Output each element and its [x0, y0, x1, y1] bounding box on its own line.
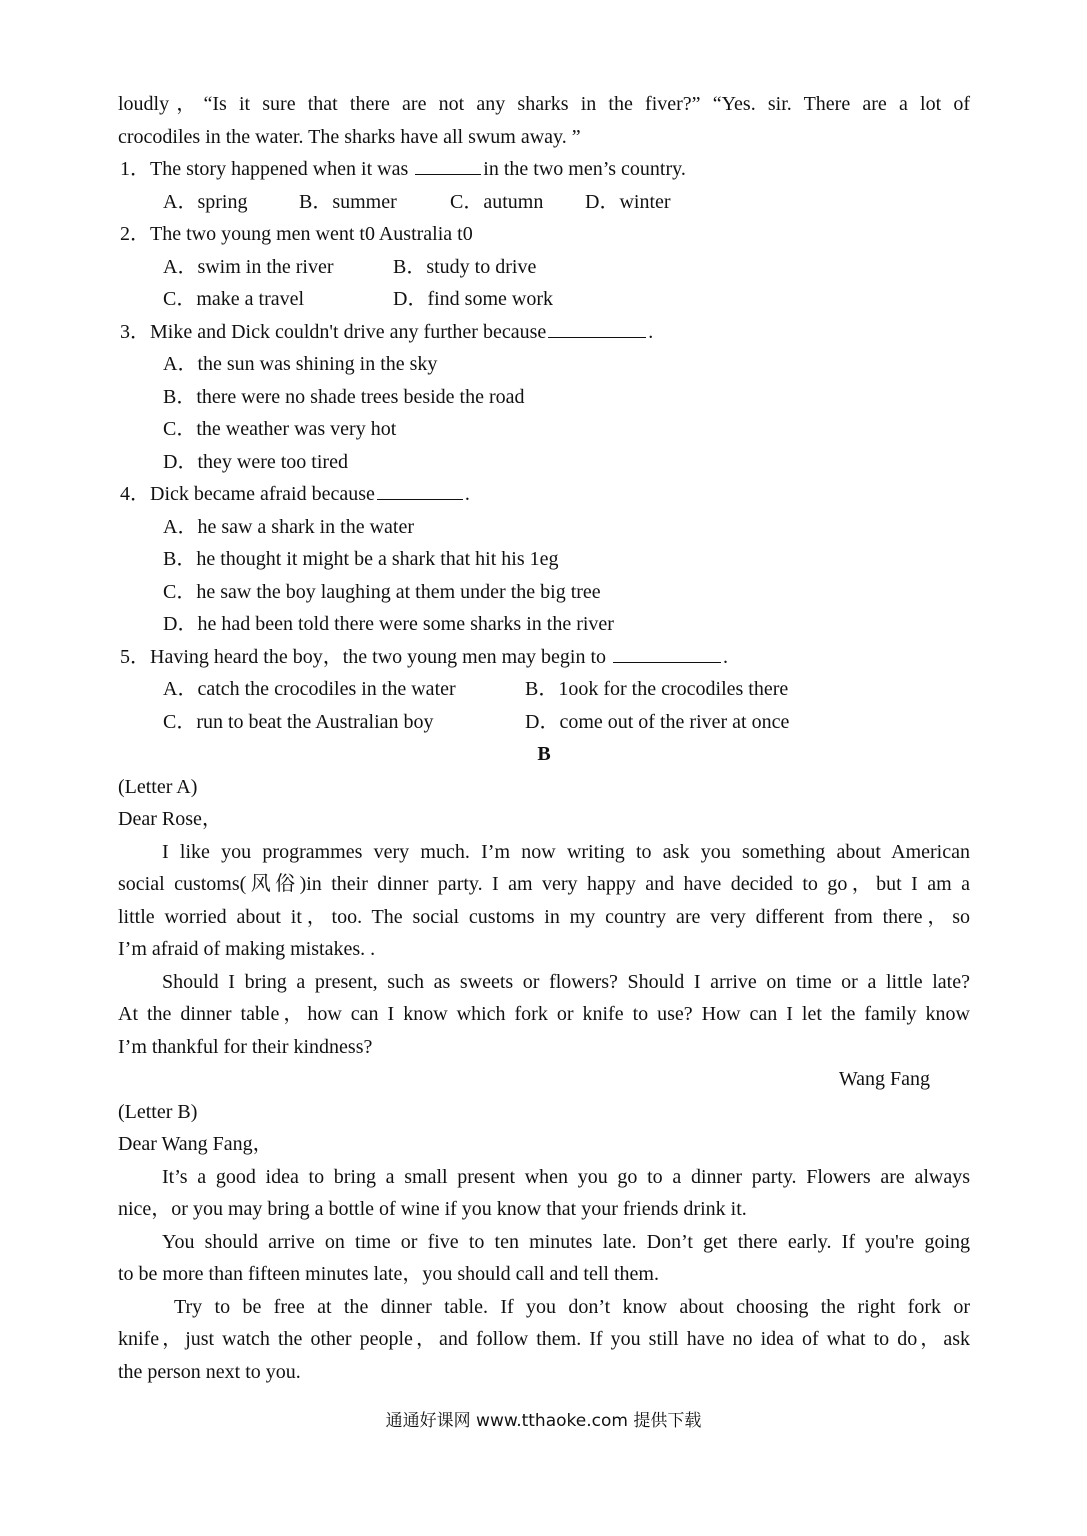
question-2-options — [118, 283, 970, 316]
letter-text: At the dinner table，how can I know which fork or knife to use? How can I let the family know — [118, 1003, 970, 1025]
answer-blank — [548, 319, 646, 338]
option-d: D．come out of the river at once — [525, 710, 790, 733]
letter-text: Try to be free at the dinner table. If you don’t know about choosing the right fork or — [174, 1295, 970, 1318]
option-c: C．he saw the boy laughing at them under the big tree — [163, 580, 601, 603]
option-a: A．spring — [163, 190, 248, 213]
option-c: C．make a travel — [163, 288, 305, 310]
letter-text: Should I bring a present, such as sweets or flowers? Should I arrive on time or a little late? — [162, 970, 970, 993]
option-d: D．winter — [585, 190, 671, 213]
option-d: D．they were too tired — [163, 450, 348, 473]
answer-blank — [613, 644, 721, 663]
letter-text: little worried about it，too. The social customs in my country are very different from there，so — [118, 905, 970, 928]
option-b: B．there were no shade trees beside the road — [163, 385, 525, 408]
letter-greeting: Dear Wang Fang， — [118, 1133, 273, 1155]
option-d: D．he had been told there were some sharks in the river — [163, 613, 614, 635]
page-footer: 通通好课网 www.tthaoke.com 提供下载 — [385, 1411, 702, 1431]
option-b: B．1ook for the crocodiles there — [525, 678, 789, 700]
letter-signature: Wang Fang — [838, 1068, 930, 1090]
letter-text: to be more than fifteen minutes late，you should call and tell them. — [118, 1263, 659, 1285]
letter-text: nice，or you may bring a bottle of wine if you know that your friends drink it. — [118, 1198, 747, 1220]
option-c: C．autumn — [450, 190, 544, 213]
answer-blank — [415, 156, 481, 175]
letter-text: I like you programmes very much. I’m now writing to ask you something about American — [162, 840, 970, 863]
option-c: C．run to beat the Australian boy — [163, 710, 434, 733]
letter-text: I’m thankful for their kindness? — [118, 1035, 373, 1058]
answer-blank — [377, 481, 463, 500]
letter-text: It’s a good idea to bring a small present when you go to a dinner party. Flowers are always — [162, 1165, 970, 1188]
story-line: crocodiles in the water. The sharks have all swum away. ” — [118, 125, 581, 148]
story-line: loudly，“Is it sure that there are not any sharks in the fiver?” “Yes. sir. There are a lot of — [118, 93, 970, 115]
question-3: 3．Mike and Dick couldn't drive any further because . — [120, 320, 654, 343]
question-4: 4．Dick became afraid because . — [120, 483, 470, 505]
letter-text: social customs(风俗)in their dinner party. I am very happy and have decided to go，but I am a — [118, 873, 970, 895]
option-a: A．the sun was shining in the sky — [163, 353, 438, 375]
option-b: B．summer — [299, 190, 397, 213]
option-a: A．he saw a shark in the water — [163, 515, 415, 538]
option-b: B．he thought it might be a shark that hit his 1eg — [163, 548, 559, 570]
letter-text: knife，just watch the other people，and follow them. If you still have no idea of what to do，ask — [118, 1328, 970, 1350]
question-1: 1．The story happened when it was in the two men’s country. — [120, 158, 686, 180]
question-2-options — [118, 251, 970, 284]
option-b: B．study to drive — [393, 255, 537, 278]
letter-label: (Letter B) — [118, 1100, 198, 1123]
letter-text: the person next to you. — [118, 1360, 301, 1383]
document-page — [118, 88, 970, 1388]
option-c: C．the weather was very hot — [163, 418, 397, 440]
question-5-options — [118, 673, 970, 706]
letter-text: I’m afraid of making mistakes. . — [118, 938, 376, 960]
letter-label: (Letter A) — [118, 775, 198, 798]
option-a: A．catch the crocodiles in the water — [163, 678, 456, 700]
letter-greeting: Dear Rose， — [118, 808, 222, 830]
section-heading: B — [537, 743, 551, 765]
option-d: D．find some work — [393, 288, 553, 310]
question-2: 2．The two young men went t0 Australia t0 — [120, 223, 473, 245]
option-a: A．swim in the river — [163, 255, 334, 278]
question-5-options — [118, 706, 970, 739]
question-5: 5．Having heard the boy，the two young men may begin to . — [120, 645, 729, 668]
question-1-options — [118, 186, 970, 219]
letter-text: You should arrive on time or five to ten minutes late. Don’t get there early. If you're going — [162, 1230, 970, 1253]
